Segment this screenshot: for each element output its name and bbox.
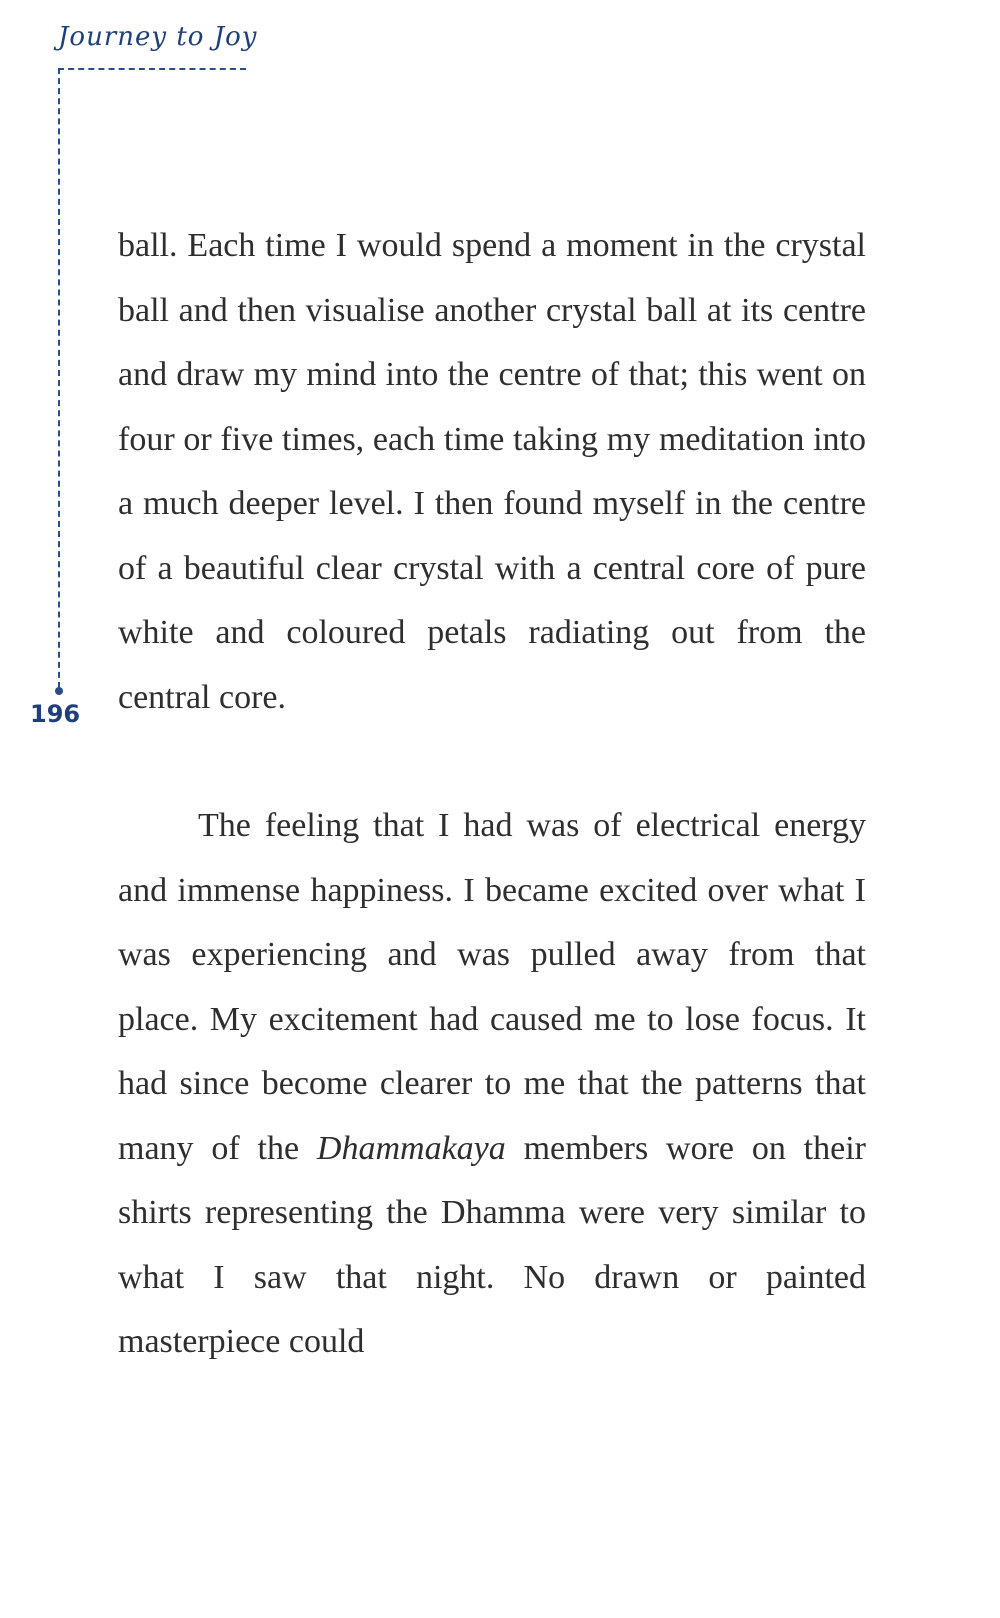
page-number: 196 — [30, 700, 81, 728]
body-text — [118, 214, 866, 1375]
paragraph-2-text-start: The feeling that I had was of electrical energy and immense happiness. I became excited over what I was experiencing and was pulled away from that place. My excitement had caused me to lose focus. It had since become clearer to me that the patterns that many of the — [118, 807, 866, 1167]
paragraph-2-text-end: members wore on their shirts representing the Dhamma were very similar to what I saw that night. No drawn or painted masterpiece could — [118, 1129, 866, 1360]
running-header-title: Journey to Joy — [58, 22, 258, 52]
paragraph-2-italic-term: Dhammakaya — [316, 1129, 506, 1167]
paragraph-1: ball. Each time I would spend a moment in the crystal ball and then visualise another crystal ball at its centre and draw my mind into the centre of that; this went on four or five times, each time taking my meditation into a much deeper level. I then found myself in the centre of a beautiful clear crystal with a central core of pure white and coloured petals radiating out from the central core. — [118, 227, 866, 716]
margin-dashed-line — [58, 68, 60, 688]
header-dashed-rule — [58, 68, 246, 70]
paragraph-2 — [118, 794, 866, 1375]
margin-dot-marker — [55, 687, 63, 695]
